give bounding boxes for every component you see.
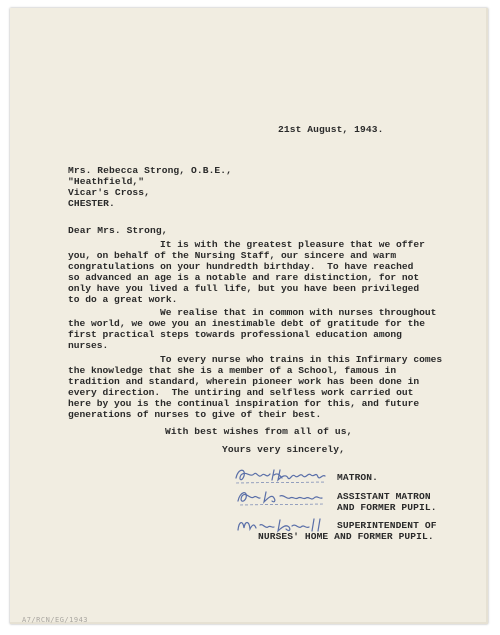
superintendent-title-line-2: NURSES' HOME AND FORMER PUPIL.: [258, 531, 434, 542]
paragraph-2-line-1: We realise that in common with nurses throughout: [160, 307, 437, 318]
superintendent-title-line-1: SUPERINTENDENT OF: [337, 520, 437, 531]
matron-title: MATRON.: [337, 472, 379, 483]
assistant-matron-signature: [232, 486, 332, 508]
closing-wishes: With best wishes from all of us,: [165, 426, 353, 437]
recipient-line-2: "Heathfield,": [68, 176, 145, 187]
assistant-matron-title-line-1: ASSISTANT MATRON: [337, 491, 431, 502]
paragraph-3-line-3: tradition and standard, wherein pioneer work has been done in: [68, 376, 420, 387]
recipient-line-3: Vicar's Cross,: [68, 187, 151, 198]
recipient-line-4: CHESTER.: [68, 198, 115, 209]
paragraph-3-line-5: here by you is the continual inspiration for this, and future: [68, 398, 420, 409]
closing-sincerely: Yours very sincerely,: [222, 444, 346, 455]
assistant-matron-title-line-2: AND FORMER PUPIL.: [337, 502, 437, 513]
paragraph-1-line-4: so advanced an age is a notable and rare distinction, for not: [68, 272, 420, 283]
paragraph-2-line-4: nurses.: [68, 340, 109, 351]
paragraph-3-line-1: To every nurse who trains in this Infirmary comes: [160, 354, 443, 365]
salutation: Dear Mrs. Strong,: [68, 225, 168, 236]
paragraph-3-line-4: every direction. The untiring and selfless work carried out: [68, 387, 414, 398]
paragraph-1-line-6: to do a great work.: [68, 294, 178, 305]
recipient-line-1: Mrs. Rebecca Strong, O.B.E.,: [68, 165, 233, 176]
archive-stamp: A7/RCN/EG/1943: [22, 616, 89, 624]
paragraph-3-line-2: the knowledge that she is a member of a School, famous in: [68, 365, 397, 376]
letter-date: 21st August, 1943.: [278, 124, 384, 135]
matron-signature: [232, 464, 332, 486]
paragraph-2-line-2: the world, we owe you an inestimable debt of gratitude for the: [68, 318, 425, 329]
paragraph-2-line-3: first practical steps towards professional education among: [68, 329, 402, 340]
paragraph-1-line-2: you, on behalf of the Nursing Staff, our sincere and warm: [68, 250, 397, 261]
paragraph-1-line-5: only have you lived a full life, but you have been privileged: [68, 283, 420, 294]
paragraph-3-line-6: generations of nurses to give of their best.: [68, 409, 322, 420]
paragraph-1-line-1: It is with the greatest pleasure that we offer: [160, 239, 425, 250]
paragraph-1-line-3: congratulations on your hundredth birthday. To have reached: [68, 261, 414, 272]
